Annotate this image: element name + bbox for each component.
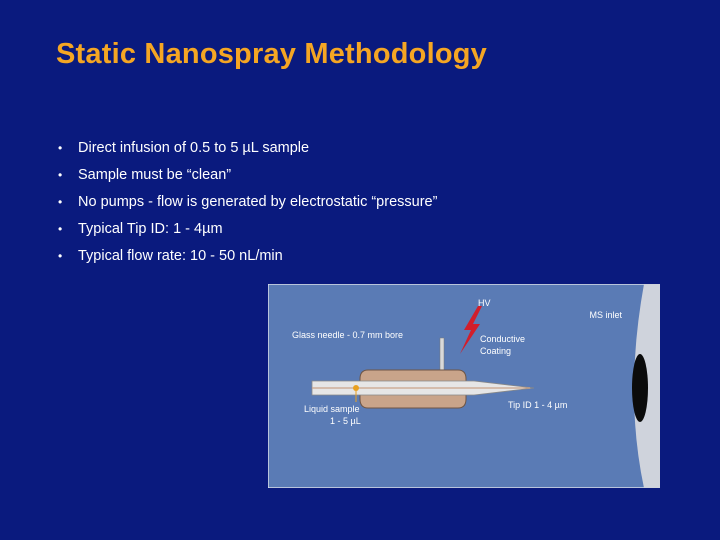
conductive-coating-label-line2: Coating [480, 346, 512, 356]
bullet-text: Typical flow rate: 10 - 50 nL/min [78, 248, 283, 264]
bullet-text: No pumps - flow is generated by electrostatic “pressure” [78, 194, 438, 210]
bullet-item [58, 192, 437, 219]
bullet-marker: • [58, 249, 63, 263]
nanospray-diagram [268, 284, 660, 488]
glass-needle-label: Glass needle - 0.7 mm bore [292, 330, 404, 340]
bullet-text: Sample must be “clean” [78, 167, 232, 183]
liquid-sample-marker [353, 385, 359, 391]
hv-label: HV [478, 298, 491, 308]
bullet-item [58, 138, 437, 165]
liquid-sample-label-line2: 1 - 5 µL [330, 416, 361, 426]
bullet-marker: • [58, 168, 63, 182]
bullet-marker: • [58, 222, 63, 236]
conductive-coating-label-line1: Conductive [480, 334, 526, 344]
bullet-item [58, 219, 437, 246]
ms-inlet-label: MS inlet [589, 310, 622, 320]
ms-inlet-orifice [632, 354, 648, 422]
slide-title: Static Nanospray Methodology [56, 38, 487, 70]
bullet-text: Direct infusion of 0.5 to 5 µL sample [78, 140, 310, 156]
liquid-sample-label-line1: Liquid sample [304, 404, 360, 414]
tip-id-label: Tip ID 1 - 4 µm [508, 400, 568, 410]
bullet-marker: • [58, 195, 63, 209]
diagram-canvas [268, 284, 660, 488]
bullet-item [58, 246, 437, 273]
bullet-text: Typical Tip ID: 1 - 4µm [78, 221, 223, 237]
bullet-item [58, 165, 437, 192]
bullet-marker: • [58, 141, 63, 155]
bullet-list [58, 138, 437, 273]
